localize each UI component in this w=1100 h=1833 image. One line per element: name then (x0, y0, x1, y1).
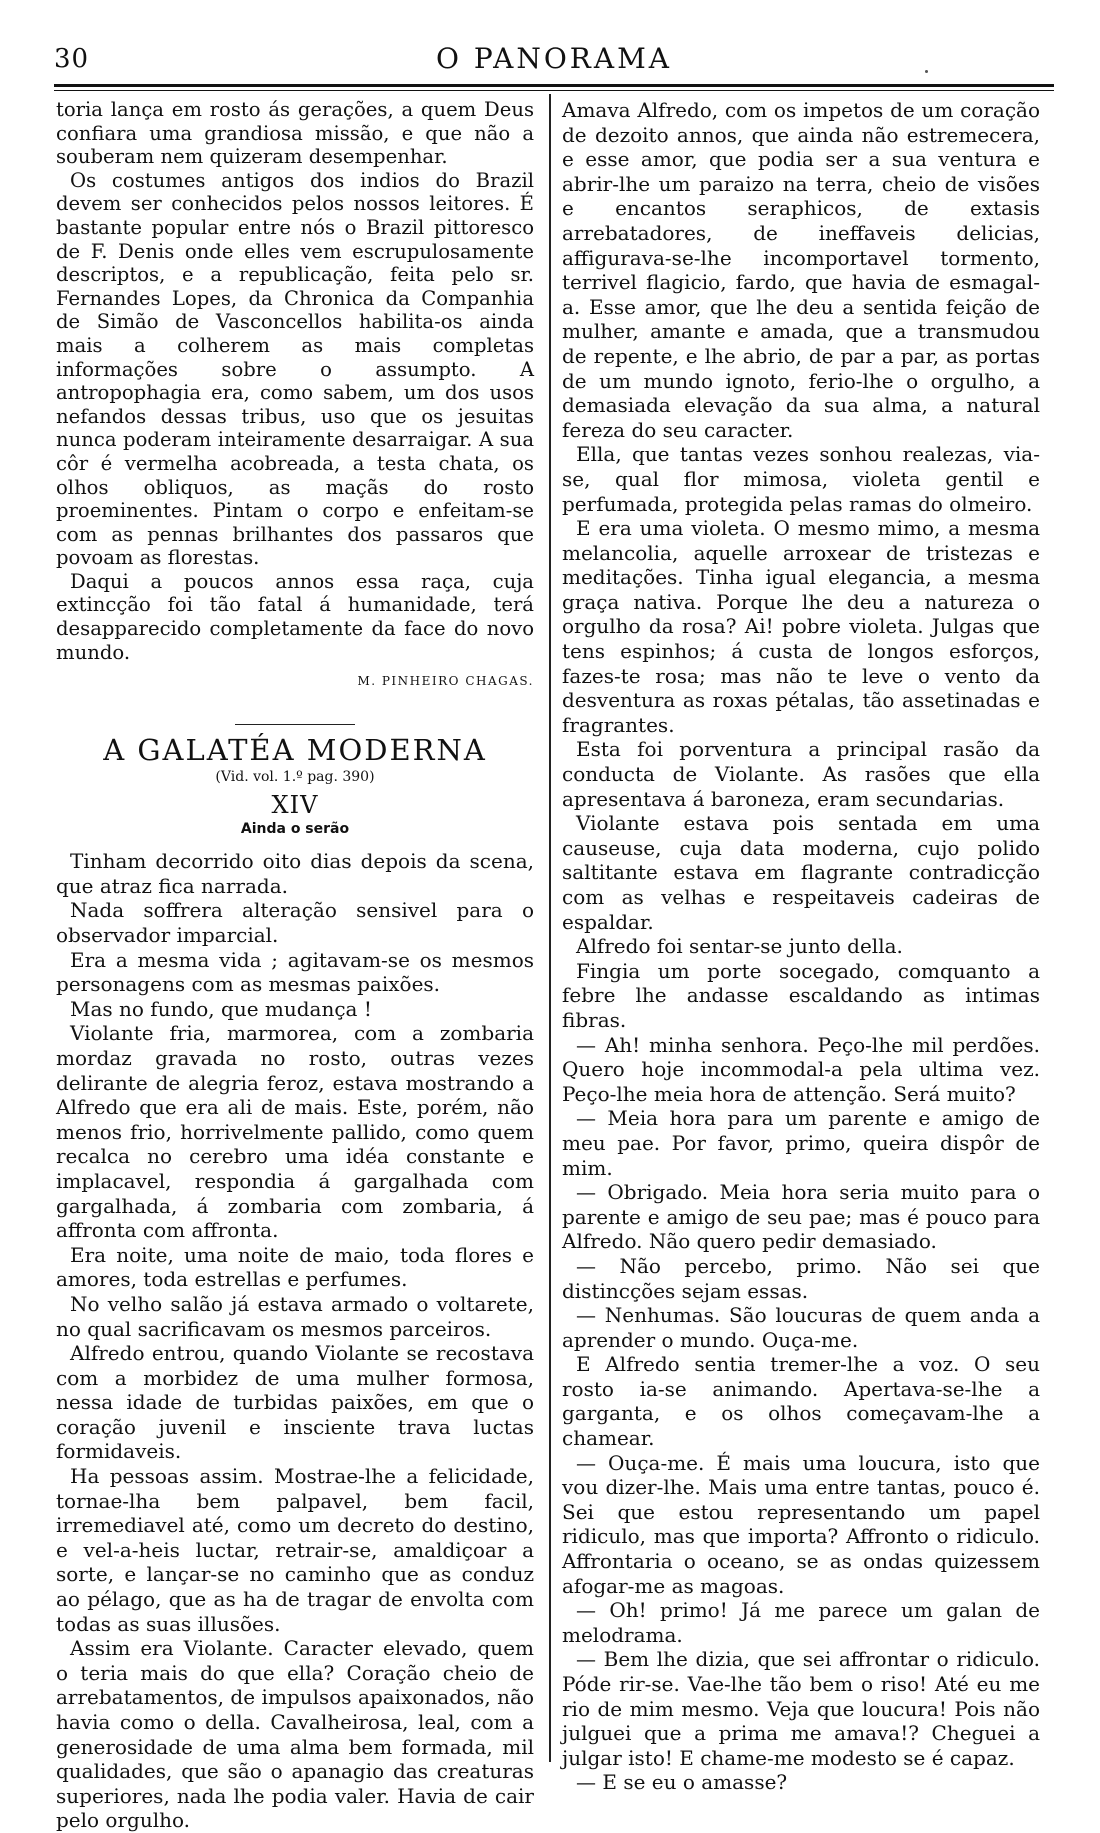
dialogue-line: — Ah! minha senhora. Peço-lhe mil perdões. Quero hoje incommodal-a pela ultima vez. Peço-lhe meia hora de attenção. Será muito? (562, 1032, 1040, 1106)
story-paragraph: Nada soffrera alteração sensivel para o observador imparcial. (56, 898, 534, 947)
chapter-subtitle: Ainda o serão (240, 820, 350, 837)
story-paragraph: Alfredo foi sentar-se junto della. (576, 934, 903, 959)
story-section (56, 732, 534, 1833)
right-column (562, 98, 1040, 1795)
column-divider (549, 94, 551, 1762)
dialogue-line: — Bem lhe dizia, que sei affrontar o ridiculo. Póde rir-se. Vae-lhe tão bem o riso! Até eu me rio de mim mesmo. Veja que loucura! Pois não julguei que a prima me amava!? Cheguei a julgar isto! E chame-me modesto se é capaz. (562, 1647, 1040, 1770)
story-paragraph: Ella, que tantas vezes sonhou realezas, via-se, qual flor mimosa, violeta gentil e perfumada, protegida pelas ramas do olmeiro. (562, 442, 1040, 516)
page-number: 30 (54, 44, 90, 74)
journal-title: O PANORAMA (436, 42, 672, 75)
story-paragraph: No velho salão já estava armado o voltarete, no qual sacrificavam os mesmos parceiros. (56, 1291, 534, 1341)
story-paragraph: Violante estava pois sentada em uma causeuse, cuja data moderna, cujo polido saltitante estava em flagrante contradicção com as velhas e respeitaveis cadeiras de espaldar. (562, 811, 1040, 934)
article-paragraph: toria lança em rosto ás gerações, a quem Deus confiara uma grandiosa missão, e que não a souberam nem quizeram desempenhar. (56, 98, 534, 169)
story-title: A GALATÉA MODERNA (103, 732, 487, 767)
section-divider (235, 724, 355, 725)
dialogue-line: — Meia hora para um parente e amigo de meu pae. Por favor, primo, queira dispôr de mim. (562, 1106, 1040, 1180)
print-speck (925, 70, 928, 73)
story-paragraph: E era uma violeta. O mesmo mimo, a mesma melancolia, aquelle arroxear de tristezas e meditações. Tinha igual elegancia, a mesma graça nativa. Porque lhe deu a natureza o orgulho da rosa? Ai! pobre violeta. Julgas que tens espinhos; á custa de longos esforços, fazes-te rosa; mas não te leve o vento da desventura as roxas pétalas, tão assetinadas e fragrantes. (562, 516, 1040, 737)
left-column (56, 98, 534, 1833)
dialogue-line: — Não percebo, primo. Não sei que distincções sejam essas. (562, 1253, 1040, 1303)
story-paragraph: Assim era Violante. Caracter elevado, quem o teria mais do que ella? Coração cheio de arrebatamentos, de impulsos apaixonados, não havia como o della. Cavalheirosa, leal, com a generosidade de uma alma bem formada, mil qualidades, que são o apanagio das creaturas superiores, nada lhe podia valer. Havia de cair pelo orgulho. (56, 1636, 534, 1833)
story-paragraph: Fingia um porte socegado, comquanto a febre lhe andasse escaldando as intimas fibras. (562, 958, 1040, 1032)
story-paragraph: Ha pessoas assim. Mostrae-lhe a felicidade, tornae-lha bem palpavel, bem facil, irremediavel até, como um decreto do destino, e vel-a-heis luctar, retrair-se, amaldiçoar a sorte, e lançar-se no caminho que as conduz ao pélago, que as ha de tragar de envolta com todas as suas illusões. (56, 1464, 534, 1636)
dialogue-line: — Obrigado. Meia hora seria muito para o parente e amigo de seu pae; mas é pouco para Alfredo. Não quero pedir demasiado. (562, 1180, 1040, 1254)
story-paragraph: E Alfredo sentia tremer-lhe a voz. O seu rosto ia-se animando. Apertava-se-lhe a garganta, e os olhos começavam-lhe a chamear. (562, 1352, 1040, 1451)
header-rule-thin (54, 90, 1054, 91)
dialogue-line: — Ouça-me. É mais uma loucura, isto que vou dizer-lhe. Mais uma entre tantas, pouco é. Sei que estou representando um papel ridiculo, mas que importa? Affronto o ridiculo. Affrontaria o oceano, se as ondas quizessem afogar-me as magoas. (562, 1450, 1040, 1598)
author-signature: M. PINHEIRO CHAGAS. (357, 674, 534, 689)
story-paragraph: Tinham decorrido oito dias depois da scena, que atraz fica narrada. (56, 849, 534, 898)
story-paragraph: Amava Alfredo, com os impetos de um coração de dezoito annos, que ainda não estremecera, e esse amor, que podia ser a sua ventura e abrir-lhe um paraizo na terra, cheio de visões e encantos seraphicos, de extasis arrebatadores, de ineffaveis delicias, affigurava-se-lhe incomportavel tormento, terrivel flagicio, fardo, que havia de esmagal-a. Esse amor, que lhe deu a sentida feição de mulher, amante e amada, que a transmudou de repente, e lhe abrio, de par a par, as portas de um mundo ignoto, ferio-lhe o orgulho, a demasiada elevação da sua alma, a natural fereza do seu caracter. (562, 98, 1040, 442)
article-paragraph: Os costumes antigos dos indios do Brazil devem ser conhecidos pelos nossos leitores. É bastante popular entre nós o Brazil pittoresco de F. Denis onde elles vem escrupulosamente descriptos, e a republicação, feita pelo sr. Fernandes Lopes, da Chronica da Companhia de Simão de Vasconcellos habilita-os ainda mais a colherem as mais completas informações sobre o assumpto. A antropophagia era, como sabem, um dos usos nefandos dessas tribus, uso que os jesuitas nunca poderam inteiramente desarraigar. A sua côr é vermelha acobreada, a testa chata, os olhos obliquos, as maçãs do rosto proeminentes. Pintam o corpo e enfeitam-se com as pennas brilhantes dos passaros que povoam as florestas. (56, 168, 534, 570)
story-paragraph: Alfredo entrou, quando Violante se recostava com a morbidez de uma mulher formosa, nessa idade de turbidas paixões, em que o coração juvenil e insciente trava luctas formidaveis. (56, 1341, 534, 1464)
page-header (54, 42, 1054, 82)
story-paragraph: Esta foi porventura a principal rasão da conducta de Violante. As rasões que ella apresentava á baroneza, eram secundarias. (562, 737, 1040, 811)
story-reference: (Vid. vol. 1.º pag. 390) (215, 769, 375, 786)
dialogue-line: — E se eu o amasse? (576, 1770, 788, 1795)
article-ending (56, 98, 534, 694)
header-rule (54, 84, 1054, 87)
dialogue-line: — Oh! primo! Já me parece um galan de melodrama. (562, 1598, 1040, 1647)
dialogue-line: — Nenhumas. São loucuras de quem anda a aprender o mundo. Ouça-me. (562, 1303, 1040, 1352)
story-paragraph: Mas no fundo, que mudança ! (70, 996, 372, 1021)
story-paragraph: Violante fria, marmorea, com a zombaria mordaz gravada no rosto, outras vezes delirante de alegria feroz, estava mostrando a Alfredo que era ali de mais. Este, porém, não menos frio, horrivelmente pallido, como quem recalca no cerebro uma idéa constante e implacavel, respondia á gargalhada com gargalhada, á zombaria com zombaria, á affronta com affronta. (56, 1021, 534, 1243)
chapter-number: XIV (271, 791, 319, 820)
story-paragraph: Era a mesma vida ; agitavam-se os mesmos personagens com as mesmas paixões. (56, 947, 534, 997)
story-paragraph: Era noite, uma noite de maio, toda flores e amores, toda estrellas e perfumes. (56, 1242, 534, 1292)
article-paragraph: Daqui a poucos annos essa raça, cuja extincção foi tão fatal á humanidade, terá desapparecido completamente da face do novo mundo. (56, 569, 534, 664)
